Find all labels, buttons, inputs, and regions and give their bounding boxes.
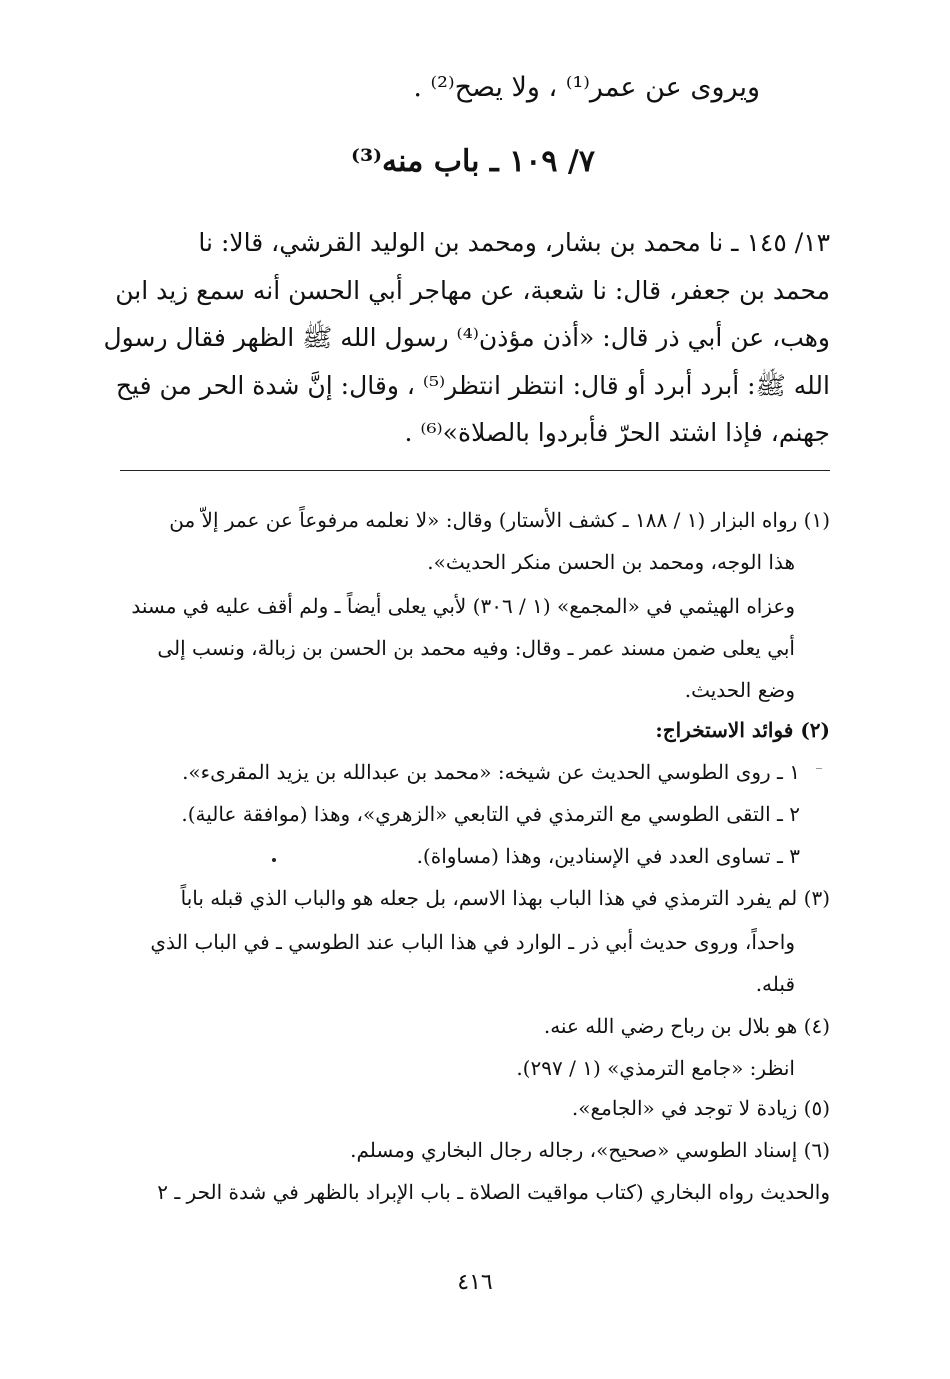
page-number: ٤١٦: [457, 1270, 493, 1295]
footnote-3-line-2: واحداً، وروى حديث أبي ذر ـ الوارد في هذا الباب عند الطوسي ـ في الباب الذي: [150, 930, 795, 954]
footnote-4-line-1: (٤) هو بلال بن رباح رضي الله عنه.: [543, 1014, 830, 1038]
stray-mark: [272, 858, 276, 862]
footnote-separator: [120, 470, 830, 471]
hadith-line-3: وهب، عن أبي ذر قال: «أذن مؤذن⁽⁴⁾ رسول الله ﷺ الظهر فقال رسول: [103, 323, 830, 352]
hadith-line-1: ١٣/ ١٤٥ ـ نا محمد بن بشار، ومحمد بن الوليد القرشي، قالا: نا: [198, 228, 830, 257]
intro-line: ويروى عن عمر⁽¹⁾ ، ولا يصح⁽²⁾ .: [413, 72, 760, 103]
hadith-line-5: جهنم، فإذا اشتد الحرّ فأبردوا بالصلاة»⁽⁶⁾ .: [404, 418, 830, 447]
stray-tick: [816, 768, 822, 769]
footnote-2-item-1: ١ ـ روى الطوسي الحديث عن شيخه: «محمد بن عبدالله بن يزيد المقرىء».: [182, 760, 800, 784]
footnote-2-item-3: ٣ ـ تساوى العدد في الإسنادين، وهذا (مساواة).: [416, 844, 800, 868]
footnote-5-line: (٥) زيادة لا توجد في «الجامع».: [571, 1096, 830, 1120]
footnote-4-line-2: انظر: «جامع الترمذي» (١ / ٢٩٧).: [516, 1056, 795, 1080]
footnote-1-line-5: وضع الحديث.: [684, 678, 795, 702]
footnote-3-line-1: (٣) لم يفرد الترمذي في هذا الباب بهذا الاسم، بل جعله هو والباب الذي قبله باباً: [180, 886, 830, 910]
footnote-2-item-2: ٢ ـ التقى الطوسي مع الترمذي في التابعي «الزهري»، وهذا (موافقة عالية).: [181, 802, 800, 826]
footnote-6-line-2: والحديث رواه البخاري (كتاب مواقيت الصلاة ـ باب الإبراد بالظهر في شدة الحر ـ ٢: [157, 1180, 830, 1204]
footnote-2-title: (٢) فوائد الاستخراج:: [655, 718, 830, 742]
footnote-1-line-2: هذا الوجه، ومحمد بن الحسن منكر الحديث».: [427, 550, 795, 574]
footnote-3-line-3: قبله.: [755, 972, 795, 996]
chapter-heading: ٧/ ١٠٩ ـ باب منه⁽³⁾: [351, 144, 595, 179]
hadith-line-4: الله ﷺ: أبرد أبرد أو قال: انتظر انتظر⁽⁵⁾ ، وقال: إنَّ شدة الحر من فيح: [115, 371, 830, 400]
footnote-1-line-3: وعزاه الهيثمي في «المجمع» (١ / ٣٠٦) لأبي يعلى أيضاً ـ ولم أقف عليه في مسند: [131, 594, 795, 618]
hadith-line-2: محمد بن جعفر، قال: نا شعبة، عن مهاجر أبي الحسن أنه سمع زيد ابن: [115, 276, 830, 305]
footnote-6-line-1: (٦) إسناد الطوسي «صحيح»، رجاله رجال البخاري ومسلم.: [350, 1138, 830, 1162]
footnote-1-line-4: أبي يعلى ضمن مسند عمر ـ وقال: وفيه محمد بن الحسن بن زبالة، ونسب إلى: [157, 636, 795, 660]
footnote-1-line-1: (١) رواه البزار (١ / ١٨٨ ـ كشف الأستار) وقال: «لا نعلمه مرفوعاً عن عمر إلاّ من: [169, 508, 830, 532]
